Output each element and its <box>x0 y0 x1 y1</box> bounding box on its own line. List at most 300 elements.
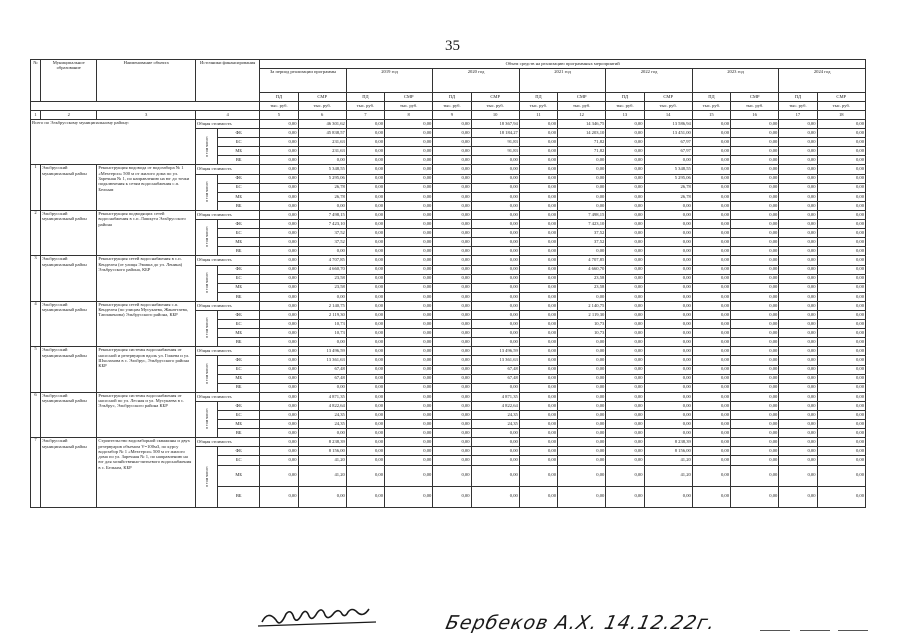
value-cell: 0,00 <box>433 383 471 392</box>
value-cell: 0,00 <box>385 465 433 486</box>
value-cell: 0,00 <box>433 374 471 383</box>
value-cell: 0,00 <box>519 147 557 156</box>
value-cell: 0,00 <box>644 374 692 383</box>
value-cell: 0,00 <box>606 486 644 507</box>
value-cell: 0,00 <box>558 183 606 192</box>
value-cell: 0,00 <box>558 356 606 365</box>
value-cell: 0,00 <box>519 347 557 356</box>
value-cell: 0,00 <box>692 283 730 292</box>
value-cell: 0,00 <box>644 401 692 410</box>
value-cell: 0,00 <box>385 147 433 156</box>
value-cell: 0,00 <box>471 201 519 210</box>
value-cell: 0,00 <box>346 310 384 319</box>
column-number: 15 <box>692 111 730 120</box>
column-number: 1 <box>31 111 41 120</box>
value-cell: 0,00 <box>779 129 817 138</box>
value-cell: 0,00 <box>606 138 644 147</box>
value-cell: 0,00 <box>385 329 433 338</box>
in-that-number-label: в том числе: <box>203 181 209 202</box>
value-cell: 0,00 <box>644 383 692 392</box>
table-row <box>31 210 866 219</box>
value-cell: 0,00 <box>385 486 433 507</box>
value-cell: 18 367,94 <box>471 120 519 129</box>
value-cell: 23,58 <box>298 283 346 292</box>
column-number: 6 <box>298 111 346 120</box>
value-cell: 71,82 <box>558 138 606 147</box>
column-number: 12 <box>558 111 606 120</box>
source-cell: БС <box>218 229 260 238</box>
value-cell: 0,00 <box>692 320 730 329</box>
value-cell: 0,00 <box>731 338 779 347</box>
value-cell: 0,00 <box>471 301 519 310</box>
signature-line-1 <box>760 630 790 631</box>
value-cell: 0,00 <box>779 220 817 229</box>
value-cell: 0,00 <box>558 247 606 256</box>
source-cell: ВБ <box>218 338 260 347</box>
value-cell: 0,00 <box>779 238 817 247</box>
value-cell: 0,00 <box>433 165 471 174</box>
value-cell: 0,00 <box>606 129 644 138</box>
value-cell: 0,00 <box>471 292 519 301</box>
municipality-cell: Эльбрусский муниципальный район <box>41 392 97 437</box>
period-header: 2024 год <box>779 69 866 93</box>
column-number: 11 <box>519 111 557 120</box>
value-cell: 0,00 <box>817 165 865 174</box>
value-cell: 0,00 <box>519 438 557 447</box>
signature-line-2 <box>800 630 830 631</box>
value-cell: 0,00 <box>606 210 644 219</box>
value-cell: 0,00 <box>519 201 557 210</box>
value-cell: 0,00 <box>519 392 557 401</box>
value-cell: 0,00 <box>817 374 865 383</box>
value-cell: 0,00 <box>260 220 298 229</box>
subcol-header: ПД <box>692 93 730 102</box>
in-that-number-cell <box>195 401 217 437</box>
in-that-number-cell <box>195 447 217 507</box>
value-cell: 0,00 <box>606 320 644 329</box>
value-cell: 0,00 <box>644 420 692 429</box>
value-cell: 0,00 <box>606 383 644 392</box>
value-cell: 0,00 <box>817 392 865 401</box>
value-cell: 0,00 <box>346 274 384 283</box>
value-cell: 0,00 <box>644 201 692 210</box>
value-cell: 0,00 <box>692 392 730 401</box>
value-cell: 0,00 <box>260 401 298 410</box>
value-cell: 0,00 <box>779 420 817 429</box>
source-cell: ВБ <box>218 156 260 165</box>
col-object-header: Наименование объекта <box>97 60 196 102</box>
value-cell: 0,00 <box>644 347 692 356</box>
value-cell: 0,00 <box>346 120 384 129</box>
row-number: 1 <box>31 165 41 210</box>
value-cell: 71,82 <box>558 147 606 156</box>
value-cell: 0,00 <box>433 174 471 183</box>
value-cell: 0,00 <box>779 356 817 365</box>
value-cell: 0,00 <box>385 138 433 147</box>
value-cell: 7 423,10 <box>558 220 606 229</box>
municipality-cell: Эльбрусский муниципальный район <box>41 438 97 507</box>
value-cell: 0,00 <box>779 201 817 210</box>
value-cell: 0,00 <box>346 292 384 301</box>
value-cell: 0,00 <box>346 411 384 420</box>
value-cell: 0,00 <box>260 310 298 319</box>
source-cell: ФБ <box>218 401 260 410</box>
value-cell: 0,00 <box>692 438 730 447</box>
column-number: 3 <box>97 111 196 120</box>
source-cell: БС <box>218 320 260 329</box>
value-cell: 0,00 <box>433 329 471 338</box>
in-that-number-label: в том числе: <box>203 465 209 487</box>
value-cell: 2 119,30 <box>298 310 346 319</box>
value-cell: 0,00 <box>558 192 606 201</box>
units-cell: тыс. руб. <box>471 102 519 111</box>
source-cell: Общая стоимость <box>195 392 259 401</box>
value-cell: 0,00 <box>779 256 817 265</box>
value-cell: 0,00 <box>779 229 817 238</box>
source-cell: МБ <box>218 329 260 338</box>
object-cell: Реконструкция подводящих сетей водоснабжения в с.п. Лашкута Эльбрусского района <box>97 210 196 255</box>
value-cell: 45 838,57 <box>298 129 346 138</box>
units-cell: тыс. руб. <box>558 102 606 111</box>
value-cell: 13 451,00 <box>644 129 692 138</box>
value-cell: 0,00 <box>433 238 471 247</box>
value-cell: 0,00 <box>471 438 519 447</box>
value-cell: 0,00 <box>606 329 644 338</box>
value-cell: 0,00 <box>731 392 779 401</box>
value-cell: 0,00 <box>731 447 779 456</box>
column-number: 5 <box>260 111 298 120</box>
value-cell: 0,00 <box>731 347 779 356</box>
value-cell: 26,78 <box>298 183 346 192</box>
value-cell: 0,00 <box>779 192 817 201</box>
value-cell: 0,00 <box>260 229 298 238</box>
source-cell: БС <box>218 365 260 374</box>
value-cell: 0,00 <box>817 220 865 229</box>
value-cell: 0,00 <box>385 265 433 274</box>
value-cell: 0,00 <box>519 429 557 438</box>
object-cell: Реконструкция водовода от водозабора № 1 «Мехтерси» 500 м от жилого дома по ул. Заречная № 1, по направлению на юг до точки подключения к сетям водоснабжения с.п. Бельым <box>97 165 196 210</box>
value-cell: 0,00 <box>260 320 298 329</box>
value-cell: 0,00 <box>260 120 298 129</box>
value-cell: 0,00 <box>346 238 384 247</box>
value-cell: 0,00 <box>260 265 298 274</box>
value-cell: 0,00 <box>471 465 519 486</box>
value-cell: 0,00 <box>692 192 730 201</box>
value-cell: 0,00 <box>731 220 779 229</box>
value-cell: 0,00 <box>606 229 644 238</box>
value-cell: 5 348,55 <box>298 165 346 174</box>
value-cell: 0,00 <box>558 347 606 356</box>
value-cell: 0,00 <box>346 374 384 383</box>
value-cell: 0,00 <box>433 456 471 465</box>
period-header: 2023 год <box>692 69 779 93</box>
value-cell: 0,00 <box>558 411 606 420</box>
value-cell: 0,00 <box>692 383 730 392</box>
value-cell: 0,00 <box>779 283 817 292</box>
source-cell: Общая стоимость <box>195 301 259 310</box>
in-that-number-label: в том числе: <box>203 408 209 430</box>
value-cell: 0,00 <box>471 183 519 192</box>
value-cell: 0,00 <box>606 392 644 401</box>
value-cell: 0,00 <box>433 210 471 219</box>
value-cell: 0,00 <box>298 486 346 507</box>
value-cell: 0,00 <box>692 374 730 383</box>
value-cell: 0,00 <box>346 210 384 219</box>
value-cell: 0,00 <box>817 174 865 183</box>
value-cell: 0,00 <box>692 310 730 319</box>
value-cell: 0,00 <box>558 392 606 401</box>
value-cell: 0,00 <box>433 247 471 256</box>
value-cell: 0,00 <box>817 120 865 129</box>
value-cell: 0,00 <box>606 201 644 210</box>
value-cell: 0,00 <box>385 320 433 329</box>
period-header: За период реализации программы <box>260 69 347 93</box>
value-cell: 0,00 <box>779 174 817 183</box>
value-cell: 10,73 <box>298 329 346 338</box>
value-cell: 0,00 <box>346 486 384 507</box>
value-cell: 0,00 <box>433 265 471 274</box>
period-header: 2020 год <box>433 69 520 93</box>
value-cell: 10,73 <box>298 320 346 329</box>
units-cell: тыс. руб. <box>298 102 346 111</box>
value-cell: 0,00 <box>692 165 730 174</box>
value-cell: 0,00 <box>817 310 865 319</box>
row-number: 3 <box>31 256 41 301</box>
value-cell: 0,00 <box>558 365 606 374</box>
value-cell: 0,00 <box>779 429 817 438</box>
table-row <box>31 347 866 356</box>
value-cell: 0,00 <box>385 374 433 383</box>
value-cell: 0,00 <box>385 183 433 192</box>
subcol-header: ПД <box>519 93 557 102</box>
value-cell: 0,00 <box>433 347 471 356</box>
value-cell: 4 660,70 <box>298 265 346 274</box>
source-cell: БС <box>218 411 260 420</box>
value-cell: 8 238,39 <box>644 438 692 447</box>
value-cell: 0,00 <box>731 265 779 274</box>
value-cell: 0,00 <box>385 229 433 238</box>
value-cell: 0,00 <box>471 210 519 219</box>
source-cell: БС <box>218 274 260 283</box>
value-cell: 0,00 <box>779 456 817 465</box>
value-cell: 13 586,94 <box>644 120 692 129</box>
value-cell: 0,00 <box>779 320 817 329</box>
value-cell: 4 660,70 <box>558 265 606 274</box>
value-cell: 0,00 <box>731 438 779 447</box>
column-number: 17 <box>779 111 817 120</box>
value-cell: 0,00 <box>817 383 865 392</box>
value-cell: 0,00 <box>471 274 519 283</box>
source-cell: БС <box>218 183 260 192</box>
budget-table <box>30 59 866 508</box>
value-cell: 0,00 <box>558 165 606 174</box>
value-cell: 0,00 <box>433 365 471 374</box>
value-cell: 0,00 <box>385 365 433 374</box>
value-cell: 0,00 <box>519 356 557 365</box>
source-cell: МБ <box>218 283 260 292</box>
value-cell: 0,00 <box>817 401 865 410</box>
value-cell: 7 498,15 <box>558 210 606 219</box>
value-cell: 0,00 <box>346 229 384 238</box>
in-that-number-cell <box>195 265 217 301</box>
source-cell: ФБ <box>218 265 260 274</box>
row-number: 7 <box>31 438 41 507</box>
value-cell: 0,00 <box>692 229 730 238</box>
value-cell: 0,00 <box>385 392 433 401</box>
value-cell: 0,00 <box>692 156 730 165</box>
value-cell: 0,00 <box>779 274 817 283</box>
value-cell: 0,00 <box>385 420 433 429</box>
value-cell: 0,00 <box>692 365 730 374</box>
value-cell: 0,00 <box>779 338 817 347</box>
source-cell: Общая стоимость <box>195 210 259 219</box>
value-cell: 0,00 <box>385 174 433 183</box>
value-cell: 0,00 <box>385 274 433 283</box>
value-cell: 0,00 <box>558 438 606 447</box>
value-cell: 7 423,10 <box>298 220 346 229</box>
source-cell: МБ <box>218 374 260 383</box>
value-cell: 4 707,85 <box>298 256 346 265</box>
value-cell: 0,00 <box>471 486 519 507</box>
value-cell: 0,00 <box>779 401 817 410</box>
value-cell: 0,00 <box>558 447 606 456</box>
value-cell: 0,00 <box>519 183 557 192</box>
value-cell: 0,00 <box>385 338 433 347</box>
value-cell: 0,00 <box>817 156 865 165</box>
value-cell: 0,00 <box>558 383 606 392</box>
value-cell: 0,00 <box>346 401 384 410</box>
value-cell: 0,00 <box>385 310 433 319</box>
value-cell: 0,00 <box>731 383 779 392</box>
value-cell: 0,00 <box>433 283 471 292</box>
value-cell: 0,00 <box>346 356 384 365</box>
source-cell: МБ <box>218 420 260 429</box>
value-cell: 0,00 <box>817 420 865 429</box>
value-cell: 0,00 <box>346 129 384 138</box>
value-cell: 0,00 <box>558 465 606 486</box>
value-cell: 14 346,75 <box>558 120 606 129</box>
value-cell: 0,00 <box>260 192 298 201</box>
value-cell: 0,00 <box>731 183 779 192</box>
municipality-cell: Эльбрусский муниципальный район <box>41 301 97 346</box>
source-cell: ФБ <box>218 310 260 319</box>
value-cell: 26,78 <box>644 192 692 201</box>
value-cell: 0,00 <box>260 374 298 383</box>
handwritten-name: Бербеков А.Х. 14.12.22г. <box>443 612 718 634</box>
value-cell: 0,00 <box>433 486 471 507</box>
value-cell: 0,00 <box>519 192 557 201</box>
value-cell: 0,00 <box>346 174 384 183</box>
units-cell: тыс. руб. <box>519 102 557 111</box>
value-cell: 0,00 <box>731 201 779 210</box>
value-cell: 0,00 <box>260 456 298 465</box>
value-cell: 0,00 <box>519 320 557 329</box>
source-cell: Общая стоимость <box>195 120 259 129</box>
value-cell: 0,00 <box>471 338 519 347</box>
object-cell: Реконструкция сетей водоснабжения с.п. Кенделен (по улицам Мусукаева, Жанаттаева, Таппакенова) Эльбрусского района, КБР <box>97 301 196 346</box>
value-cell: 23,58 <box>298 274 346 283</box>
table-row <box>31 438 866 447</box>
value-cell: 0,00 <box>519 165 557 174</box>
value-cell: 0,00 <box>644 310 692 319</box>
value-cell: 4 871,35 <box>298 392 346 401</box>
value-cell: 0,00 <box>519 210 557 219</box>
value-cell: 0,00 <box>817 229 865 238</box>
municipality-cell: Эльбрусский муниципальный район <box>41 165 97 210</box>
value-cell: 0,00 <box>558 338 606 347</box>
value-cell: 0,00 <box>346 392 384 401</box>
value-cell: 0,00 <box>692 210 730 219</box>
value-cell: 0,00 <box>260 274 298 283</box>
value-cell: 0,00 <box>731 256 779 265</box>
value-cell: 0,00 <box>260 383 298 392</box>
value-cell: 14 203,10 <box>558 129 606 138</box>
units-cell: тыс. руб. <box>433 102 471 111</box>
value-cell: 0,00 <box>692 292 730 301</box>
value-cell: 13 496,59 <box>471 347 519 356</box>
value-cell: 0,00 <box>644 392 692 401</box>
value-cell: 0,00 <box>644 411 692 420</box>
units-spacer <box>31 102 260 111</box>
value-cell: 0,00 <box>260 347 298 356</box>
row-number: 4 <box>31 301 41 346</box>
source-cell: ВБ <box>218 486 260 507</box>
value-cell: 0,00 <box>779 292 817 301</box>
value-cell: 37,52 <box>298 229 346 238</box>
in-that-number-cell <box>195 356 217 392</box>
value-cell: 0,00 <box>346 220 384 229</box>
value-cell: 0,00 <box>471 238 519 247</box>
value-cell: 0,00 <box>260 420 298 429</box>
value-cell: 0,00 <box>779 147 817 156</box>
value-cell: 0,00 <box>692 274 730 283</box>
budget-table-wrapper <box>30 59 866 508</box>
value-cell: 0,00 <box>519 401 557 410</box>
value-cell: 0,00 <box>692 247 730 256</box>
in-that-number-cell <box>195 220 217 256</box>
source-cell: МБ <box>218 465 260 486</box>
value-cell: 5 348,55 <box>644 165 692 174</box>
value-cell: 0,00 <box>298 247 346 256</box>
units-cell: тыс. руб. <box>385 102 433 111</box>
column-number: 4 <box>195 111 259 120</box>
subcol-header: СМР <box>558 93 606 102</box>
value-cell: 0,00 <box>471 447 519 456</box>
signature-line-3 <box>838 630 868 631</box>
value-cell: 0,00 <box>731 210 779 219</box>
value-cell: 0,00 <box>692 486 730 507</box>
value-cell: 2 140,75 <box>558 301 606 310</box>
value-cell: 0,00 <box>692 174 730 183</box>
value-cell: 0,00 <box>519 138 557 147</box>
value-cell: 0,00 <box>519 411 557 420</box>
period-header: 2019 год <box>346 69 433 93</box>
row-number: 5 <box>31 347 41 392</box>
value-cell: 0,00 <box>606 192 644 201</box>
table-row <box>31 120 866 129</box>
units-cell: тыс. руб. <box>692 102 730 111</box>
col-source-header: Источники финансирования <box>195 60 259 102</box>
value-cell: 0,00 <box>606 220 644 229</box>
value-cell: 0,00 <box>519 283 557 292</box>
value-cell: 0,00 <box>606 347 644 356</box>
value-cell: 0,00 <box>692 429 730 438</box>
value-cell: 0,00 <box>731 238 779 247</box>
value-cell: 0,00 <box>346 201 384 210</box>
value-cell: 0,00 <box>346 429 384 438</box>
subcol-header: СМР <box>385 93 433 102</box>
value-cell: 0,00 <box>260 438 298 447</box>
